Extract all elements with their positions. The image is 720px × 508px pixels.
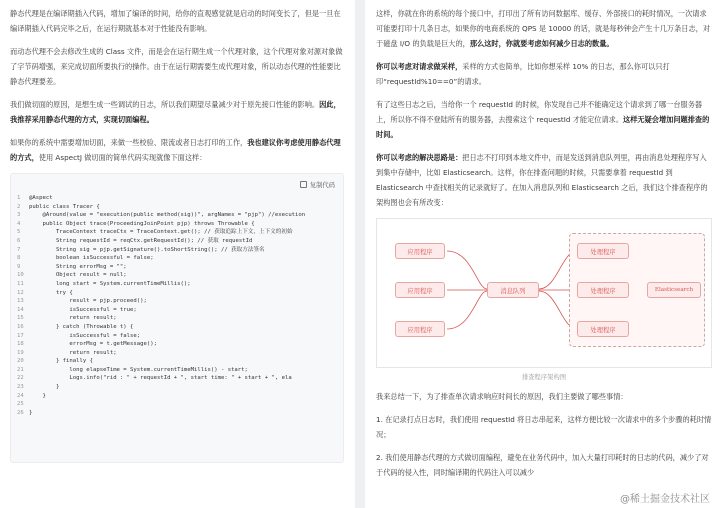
line-number: 23 xyxy=(17,384,24,391)
code-line xyxy=(17,263,337,272)
paragraph-text: 静态代理是在编译期插入代码，增加了编译的时间，给你的直观感觉就是启动的时间变长了，但是一旦在编译期插入代码完毕之后，在运行期就基本对于性能没有影响。 xyxy=(10,9,341,33)
paragraph-bold: 你可以考虑的解决思路是： xyxy=(376,153,463,162)
app-node: 应用程序 xyxy=(395,321,445,337)
code-text: errorMsg = t.getMessage(); xyxy=(29,341,157,348)
right-page xyxy=(368,0,720,508)
paragraph-bold: 我也建议你考虑使用静态代理的方式， xyxy=(10,138,341,162)
paragraph-text: 采样的方式也简单，比如你想采样 10% 的日志，那么你可以只打印“requestId%10==0”的请求。 xyxy=(376,62,670,86)
line-number: 25 xyxy=(17,401,24,408)
paragraph-text: 而动态代理不会去修改生成的 Class 文件，而是会在运行期生成一个代理对象，这个代理对象对源对象做了字节码增强，来完成切面所要执行的操作。由于在运行期需要生成代理对象，所以动态代理的性能要比静态代理要差。 xyxy=(10,47,343,86)
line-number: 4 xyxy=(17,220,21,227)
code-text: String errorMsg = ""; xyxy=(29,263,127,270)
code-text: Logs.info("rid : " + requestId + ", start time: " + start + ", ela xyxy=(29,375,292,382)
code-text: String requestId = reqCtx.getRequestId(); // 获取 requestId xyxy=(29,237,253,244)
page-divider xyxy=(355,0,365,508)
paragraph-text: 我来总结一下，为了排查单次请求响应时间长的原因，我们主要做了哪些事情： xyxy=(376,392,628,401)
line-number: 7 xyxy=(17,246,21,253)
line-number: 9 xyxy=(17,263,21,270)
elasticsearch-node: Elasticsearch xyxy=(647,282,701,298)
paragraph-text: 使用 AspectJ 做切面的简单代码实现就像下面这样： xyxy=(38,153,207,162)
architecture-diagram xyxy=(376,218,712,368)
code-line xyxy=(17,271,337,280)
code-text: public Object trace(ProceedingJoinPoint pjp) throws Throwable { xyxy=(29,220,255,227)
code-block xyxy=(10,173,344,463)
code-text: } catch (Throwable t) { xyxy=(29,323,134,330)
code-line xyxy=(17,306,337,315)
line-number: 26 xyxy=(17,409,24,416)
diagram-caption: 排查程序架构图 xyxy=(521,374,567,381)
arrow-app3-queue xyxy=(447,291,487,329)
code-line xyxy=(17,297,337,306)
code-line xyxy=(17,237,337,246)
paragraph-search-problem xyxy=(376,97,712,142)
paragraph-text: 这样，你就在你的系统的每个接口中，打印出了所有访问数据库、缓存、外部接口的耗时情况，一次请求可能要打印十几条日志，如果你的电商系统的 QPS 是 10000 的话，就是每秒钟会产生十几万条日志，对于磁盘 I/O 的负载是巨大的， xyxy=(376,9,711,48)
code-text: public class Tracer { xyxy=(29,203,100,210)
line-number: 22 xyxy=(17,375,24,382)
handler-node: 处理程序 xyxy=(577,282,629,298)
paragraph-text: 如果你的系统中需要增加切面，来做一些校验、限流或者日志打印的工作， xyxy=(10,138,248,147)
code-line xyxy=(17,392,337,401)
paragraph-text: 有了这些日志之后，当给你一个 requestId 的时候，你发现自己并不能确定这个请求到了哪一台服务器上，所以你不得不登陆所有的服务器，去搜索这个 requestId 才能定位请求。 xyxy=(376,100,703,124)
code-text: } finally { xyxy=(29,358,93,365)
paragraph-text: 1. 在记录打点日志时，我们使用 requestId 将日志串起来，这样方便比较一次请求中的多个步骤的耗时情况； xyxy=(376,415,712,439)
paragraph-text: 我们做切面的原因，是想生成一些调试的日志，所以我们期望尽量减少对于原先接口性能的影响。 xyxy=(10,100,320,109)
code-line xyxy=(17,280,337,289)
line-number: 3 xyxy=(17,212,21,219)
code-text: try { xyxy=(29,289,73,296)
line-number: 24 xyxy=(17,392,24,399)
code-text: long start = System.currentTimeMillis(); xyxy=(29,280,191,287)
code-line xyxy=(17,220,337,229)
line-number: 15 xyxy=(17,315,24,322)
line-number: 1 xyxy=(17,195,21,201)
code-text: boolean isSuccessful = false; xyxy=(29,255,154,262)
code-text: String sig = pjp.getSignature().toShortString(); // 获取方法签名 xyxy=(29,246,265,253)
line-number: 14 xyxy=(17,306,24,313)
line-number: 10 xyxy=(17,272,24,279)
queue-node: 消息队列 xyxy=(487,282,539,298)
paragraph-solution xyxy=(376,150,712,210)
paragraph-static-proxy xyxy=(10,6,344,36)
code-line xyxy=(17,211,337,220)
paragraph-log-volume xyxy=(376,6,712,51)
code-text: } xyxy=(29,409,33,416)
paragraph-recommend xyxy=(10,97,344,127)
code-line xyxy=(17,374,337,383)
paragraph-bold: 因此，我推荐采用静态代理的方式，实现切面编程。 xyxy=(10,100,341,124)
code-line xyxy=(17,357,337,366)
paragraph-summary xyxy=(376,389,712,404)
code-text: isSuccessful = true; xyxy=(29,306,137,313)
line-number: 12 xyxy=(17,289,24,296)
paragraph-text: 把日志不打印到本地文件中，而是发送到消息队列里，再由消息处理程序写入到集中存储中，比如 Elasticsearch。这样，你在排查问题的时候，只需要拿着 requestId 到 Elasticsearch 中查找相关的记录就好了。在加入消息队列和 Elasticsearch 之后，我们这个排查程序的架构图也会有所改变： xyxy=(376,153,708,207)
code-line xyxy=(17,383,337,392)
code-line xyxy=(17,203,337,212)
code-line xyxy=(17,194,337,203)
code-line xyxy=(17,340,337,349)
copy-code-button[interactable] xyxy=(300,180,335,189)
code-text: Object result = null; xyxy=(29,272,127,279)
line-number: 21 xyxy=(17,366,24,373)
handler-node: 处理程序 xyxy=(577,321,629,337)
line-number: 17 xyxy=(17,332,24,339)
code-text: @Around(value = "execution(public method(sig))", argNames = "pjp") //execution xyxy=(29,212,306,219)
line-number: 8 xyxy=(17,255,21,262)
code-line xyxy=(17,349,337,358)
list-item-2 xyxy=(376,450,712,480)
code-text: isSuccessful = false; xyxy=(29,332,141,339)
line-number: 11 xyxy=(17,280,24,287)
line-number: 19 xyxy=(17,349,24,356)
paragraph-aspectj xyxy=(10,135,344,165)
code-text: @Aspect xyxy=(29,195,53,201)
line-number: 20 xyxy=(17,358,24,365)
line-number: 13 xyxy=(17,298,24,305)
left-page xyxy=(0,0,352,508)
code-line xyxy=(17,314,337,323)
code-text: } xyxy=(29,384,60,391)
code-line xyxy=(17,366,337,375)
code-text: return result; xyxy=(29,315,117,322)
paragraph-bold: 你可以考虑对请求做采样， xyxy=(376,62,463,71)
paragraph-sampling xyxy=(376,59,712,89)
line-number: 5 xyxy=(17,229,21,236)
line-number: 18 xyxy=(17,341,24,348)
code-line xyxy=(17,332,337,341)
copy-icon xyxy=(300,181,307,188)
code-line xyxy=(17,254,337,263)
code-text: return result; xyxy=(29,349,117,356)
paragraph-bold: 那么这时，你就要考虑如何减少日志的数量。 xyxy=(469,39,614,48)
paragraph-bold: 这样无疑会增加问题排查的时间。 xyxy=(376,115,710,139)
code-text: long elapseTime = System.currentTimeMillis() - start; xyxy=(29,366,248,373)
handler-node: 处理程序 xyxy=(577,243,629,259)
app-node: 应用程序 xyxy=(395,243,445,259)
line-number: 6 xyxy=(17,237,21,244)
code-line xyxy=(17,400,337,409)
code-text: TraceContext traceCtx = TraceContext.get(); // 获取追踪上下文，上下文的初始 xyxy=(29,229,293,236)
line-number: 16 xyxy=(17,323,24,330)
list-item-1 xyxy=(376,412,712,442)
code-text: } xyxy=(29,392,46,399)
watermark: @稀土掘金技术社区 xyxy=(620,494,710,505)
app-node: 应用程序 xyxy=(395,282,445,298)
paragraph-text: 2. 我们使用静态代理的方式做切面编程，避免在业务代码中，加入大量打印耗时的日志的代码，减少了对于代码的侵入性，同时编译期的代码注入可以减少 xyxy=(376,453,709,477)
code-line xyxy=(17,289,337,298)
code-line xyxy=(17,323,337,332)
copy-code-label: 复制代码 xyxy=(309,182,335,189)
code-line xyxy=(17,409,337,418)
code-lines xyxy=(17,194,337,417)
code-text: result = pjp.proceed(); xyxy=(29,298,147,305)
arrow-app1-queue xyxy=(447,251,487,289)
code-line xyxy=(17,246,337,255)
code-line xyxy=(17,228,337,237)
line-number: 2 xyxy=(17,203,21,210)
paragraph-dynamic-proxy xyxy=(10,44,344,89)
